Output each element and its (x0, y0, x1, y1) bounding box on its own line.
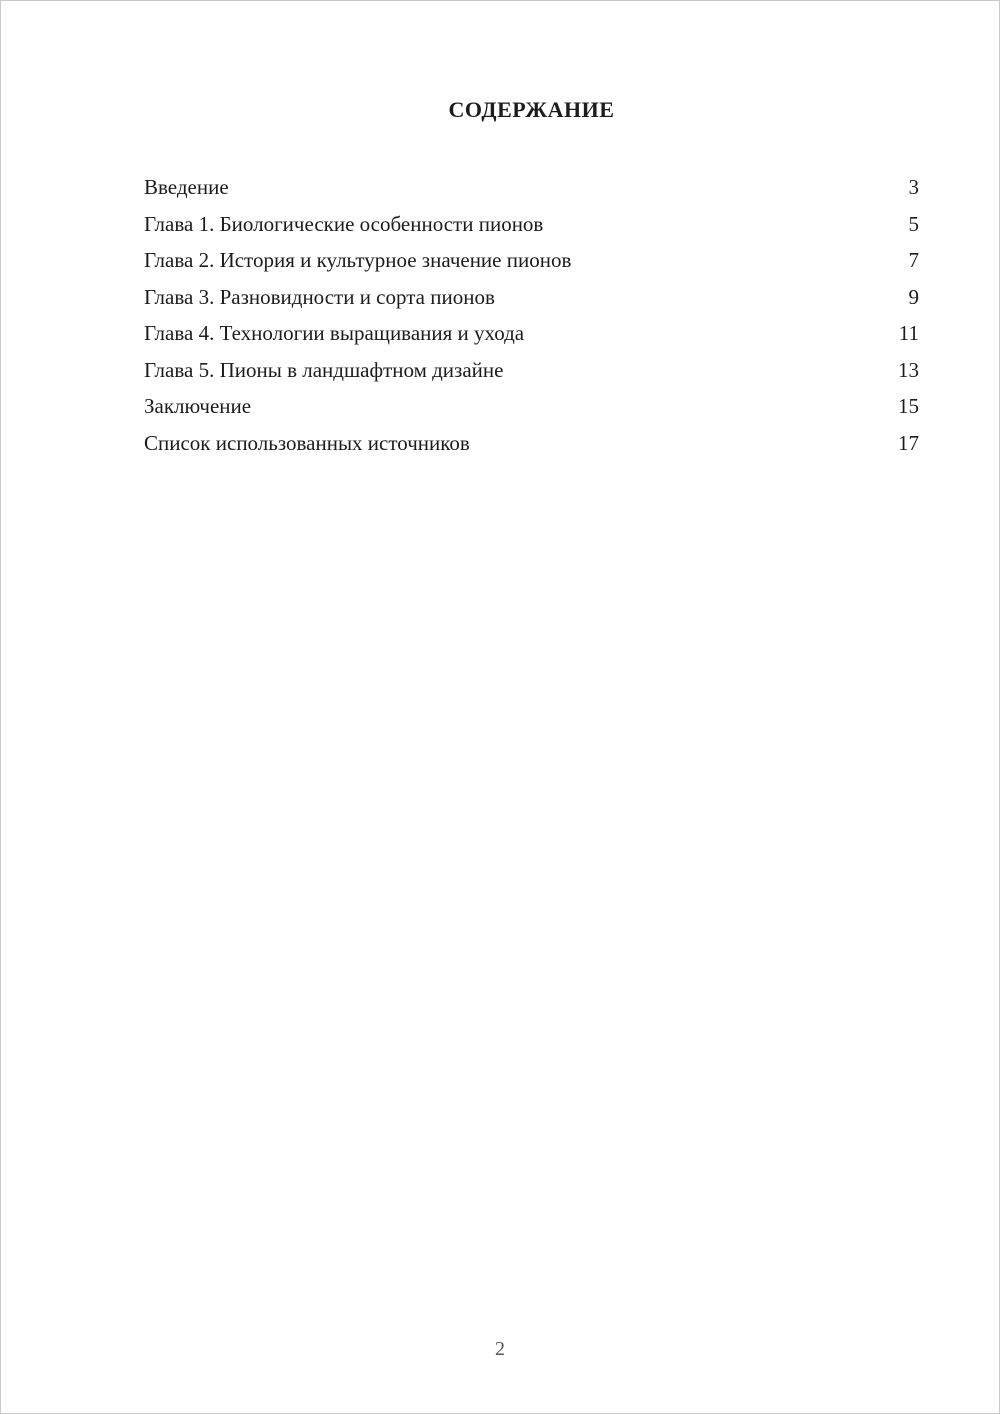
toc-entry-page: 15 (898, 394, 919, 418)
page-number: 2 (495, 1338, 505, 1360)
toc-entry-label: Глава 2. История и культурное значение пионов (144, 248, 572, 272)
toc-entry-page: 9 (908, 284, 919, 309)
toc-entry-label: Глава 5. Пионы в ландшафтном дизайне (144, 357, 504, 382)
toc-title: СОДЕРЖАНИЕ (448, 97, 615, 122)
toc-entry (144, 425, 919, 462)
toc-list (144, 169, 919, 461)
toc-entry-label: Список использованных источников (144, 430, 470, 455)
toc-entry-page: 17 (898, 430, 919, 455)
toc-entry (144, 352, 919, 389)
toc-entry-page: 7 (908, 248, 919, 272)
toc-entry (144, 315, 919, 352)
toc-entry (144, 388, 919, 425)
toc-entry (144, 169, 919, 206)
toc-entry (144, 242, 919, 279)
toc-entry-page: 5 (908, 211, 919, 236)
toc-entry-page: 13 (898, 357, 919, 382)
toc-entry-page: 3 (908, 175, 919, 199)
toc-entry-label: Глава 1. Биологические особенности пионов (144, 211, 544, 236)
toc-entry-label: Глава 4. Технологии выращивания и ухода (144, 321, 525, 345)
toc-entry (144, 279, 919, 316)
toc-entry-label: Глава 3. Разновидности и сорта пионов (144, 284, 495, 309)
toc-entry-label: Введение (144, 175, 229, 199)
toc-entry-label: Заключение (144, 394, 252, 418)
toc-entry-page: 11 (898, 321, 919, 345)
toc-entry (144, 206, 919, 243)
